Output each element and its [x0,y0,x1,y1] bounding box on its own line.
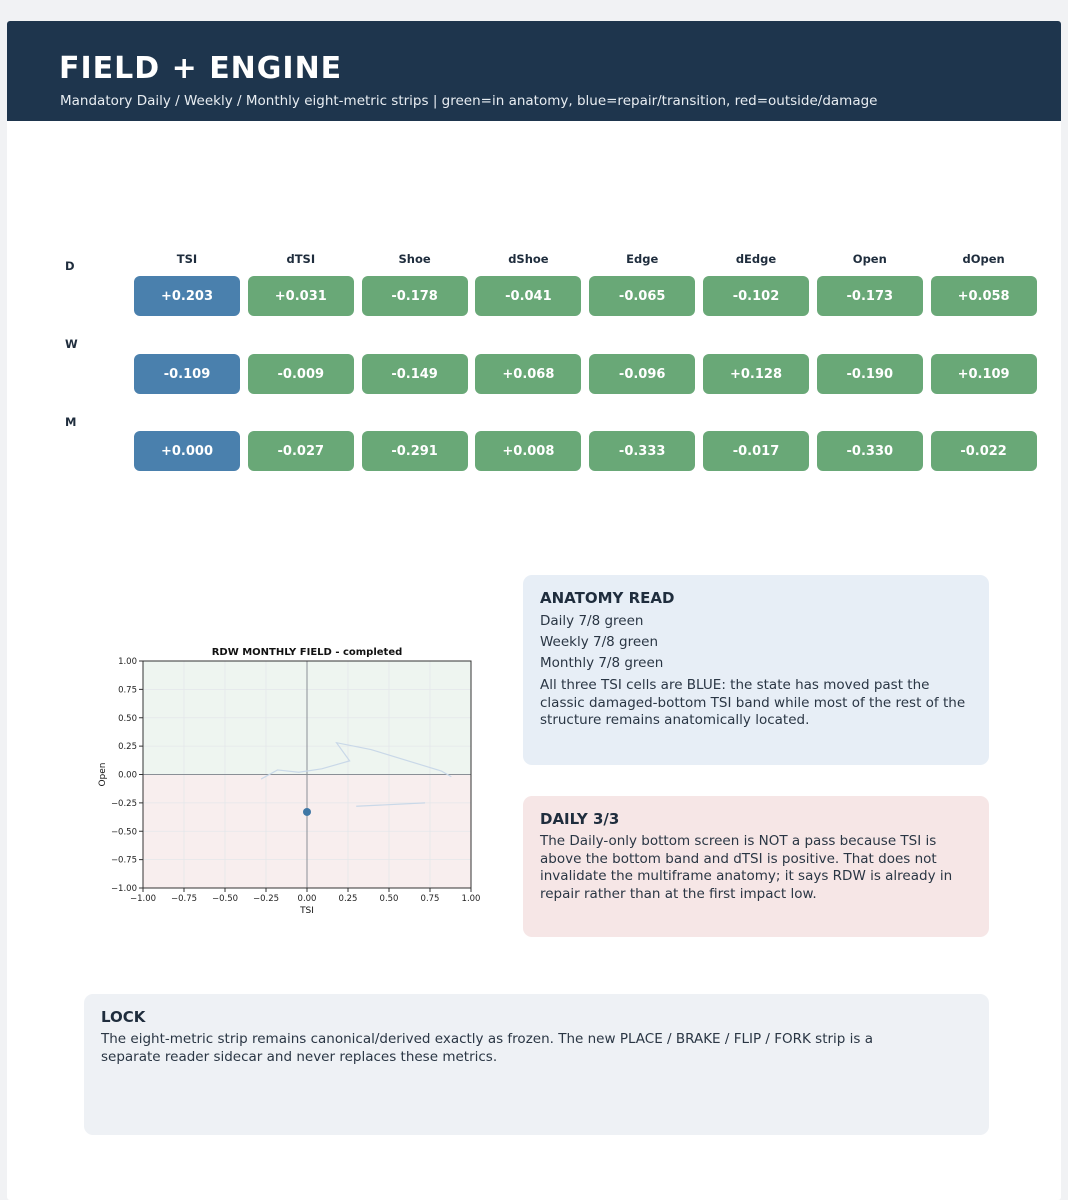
metric-cell: -0.022 [931,431,1037,471]
column-header: dTSI [286,252,316,266]
anatomy-paragraph-line: classic damaged-bottom TSI band while most of the rest of the [540,694,966,711]
metric-cell: -0.178 [362,276,468,316]
y-tick-label: 1.00 [118,657,137,667]
y-tick-label: −0.50 [110,827,137,838]
metric-cell: +0.109 [931,354,1037,394]
y-tick-label: 0.75 [118,685,137,696]
chart-svg [79,619,481,916]
metric-cell: +0.068 [475,354,581,394]
daily-paragraph-line: repair rather than at the first impact low. [540,885,817,902]
metric-cell: +0.008 [475,431,581,471]
metric-cell: -0.102 [703,276,809,316]
anatomy-line-monthly: Monthly 7/8 green [540,655,664,671]
metric-cell: -0.065 [589,276,695,316]
x-tick-label: 0.25 [338,894,358,904]
metric-cell: -0.109 [134,354,240,394]
y-tick-label: 0.25 [118,742,137,753]
column-header: TSI [176,252,198,266]
x-axis-label: TSI [300,906,314,916]
page-header [7,21,1061,121]
x-tick-label: −0.25 [252,894,280,904]
lock-paragraph-line: The eight-metric strip remains canonical/derived exactly as frozen. The new PLACE / BRAKE / FLIP / FORK strip is a [101,1031,874,1047]
column-header: dShoe [508,252,549,266]
metric-cell: -0.149 [362,354,468,394]
y-axis-label: Open [98,762,108,787]
report-page [7,21,1061,1200]
metric-cell: -0.009 [248,354,354,394]
x-tick-label: −0.50 [211,894,239,904]
row-label: D [65,259,75,273]
x-tick-label: −1.00 [129,894,157,904]
column-header: Edge [626,252,659,266]
x-tick-label: 1.00 [461,894,481,904]
metric-cell: -0.041 [475,276,581,316]
anatomy-read-card [523,575,989,765]
chart-title: RDW MONTHLY FIELD - completed [211,647,403,658]
daily-paragraph-line: invalidate the multiframe anatomy; it says RDW is already in [540,868,953,884]
metric-cell: -0.333 [589,431,695,471]
anatomy-title: ANATOMY READ [540,589,675,607]
anatomy-line-daily: Daily 7/8 green [540,613,644,629]
metric-cell: +0.000 [134,431,240,471]
y-tick-label: −0.25 [110,798,137,809]
metric-cell: +0.128 [703,354,809,394]
lock-paragraph [101,1031,873,1066]
y-tick-label: −0.75 [110,855,137,866]
metric-cell: -0.096 [589,354,695,394]
current-point [303,808,311,816]
daily-paragraph [540,833,952,903]
row-label: W [65,337,78,351]
lock-card [84,994,989,1135]
page-title: FIELD + ENGINE [59,51,343,86]
x-tick-label: 0.00 [297,894,317,904]
row-label: M [65,415,77,429]
anatomy-paragraph [540,677,965,730]
metric-cell: -0.330 [817,431,923,471]
lock-title: LOCK [101,1008,146,1026]
anatomy-paragraph-line: All three TSI cells are BLUE: the state has moved past the [540,677,930,693]
metric-cell: -0.173 [817,276,923,316]
metric-cell: -0.017 [703,431,809,471]
metric-cell: +0.031 [248,276,354,316]
x-tick-label: −0.75 [170,894,198,904]
y-tick-label: −1.00 [110,884,137,894]
metric-cell: -0.291 [362,431,468,471]
anatomy-paragraph-line: structure remains anatomically located. [540,712,810,728]
y-tick-label: 0.00 [118,770,137,781]
column-header: Open [852,252,887,266]
metric-cell: -0.190 [817,354,923,394]
anatomy-line-weekly: Weekly 7/8 green [540,634,659,650]
x-tick-label: 0.50 [379,894,399,904]
column-header: dOpen [962,252,1005,266]
x-tick-label: 0.75 [420,894,440,904]
rdw-monthly-field-chart [79,619,481,916]
daily-title: DAILY 3/3 [540,810,620,828]
metric-cell: -0.027 [248,431,354,471]
page-subtitle: Mandatory Daily / Weekly / Monthly eight-metric strips | green=in anatomy, blue=repair/transition, red=outside/damage [60,93,878,109]
daily-paragraph-line: The Daily-only bottom screen is NOT a pass because TSI is [540,833,937,849]
column-header: dEdge [735,252,777,266]
y-tick-label: 0.50 [118,713,137,724]
column-header: Shoe [398,252,431,266]
metric-cell: +0.203 [134,276,240,316]
metric-cell: +0.058 [931,276,1037,316]
daily-paragraph-line: above the bottom band and dTSI is positive. That does not [540,850,937,867]
lock-paragraph-line: separate reader sidecar and never replaces these metrics. [101,1048,498,1065]
daily-card [523,796,989,937]
